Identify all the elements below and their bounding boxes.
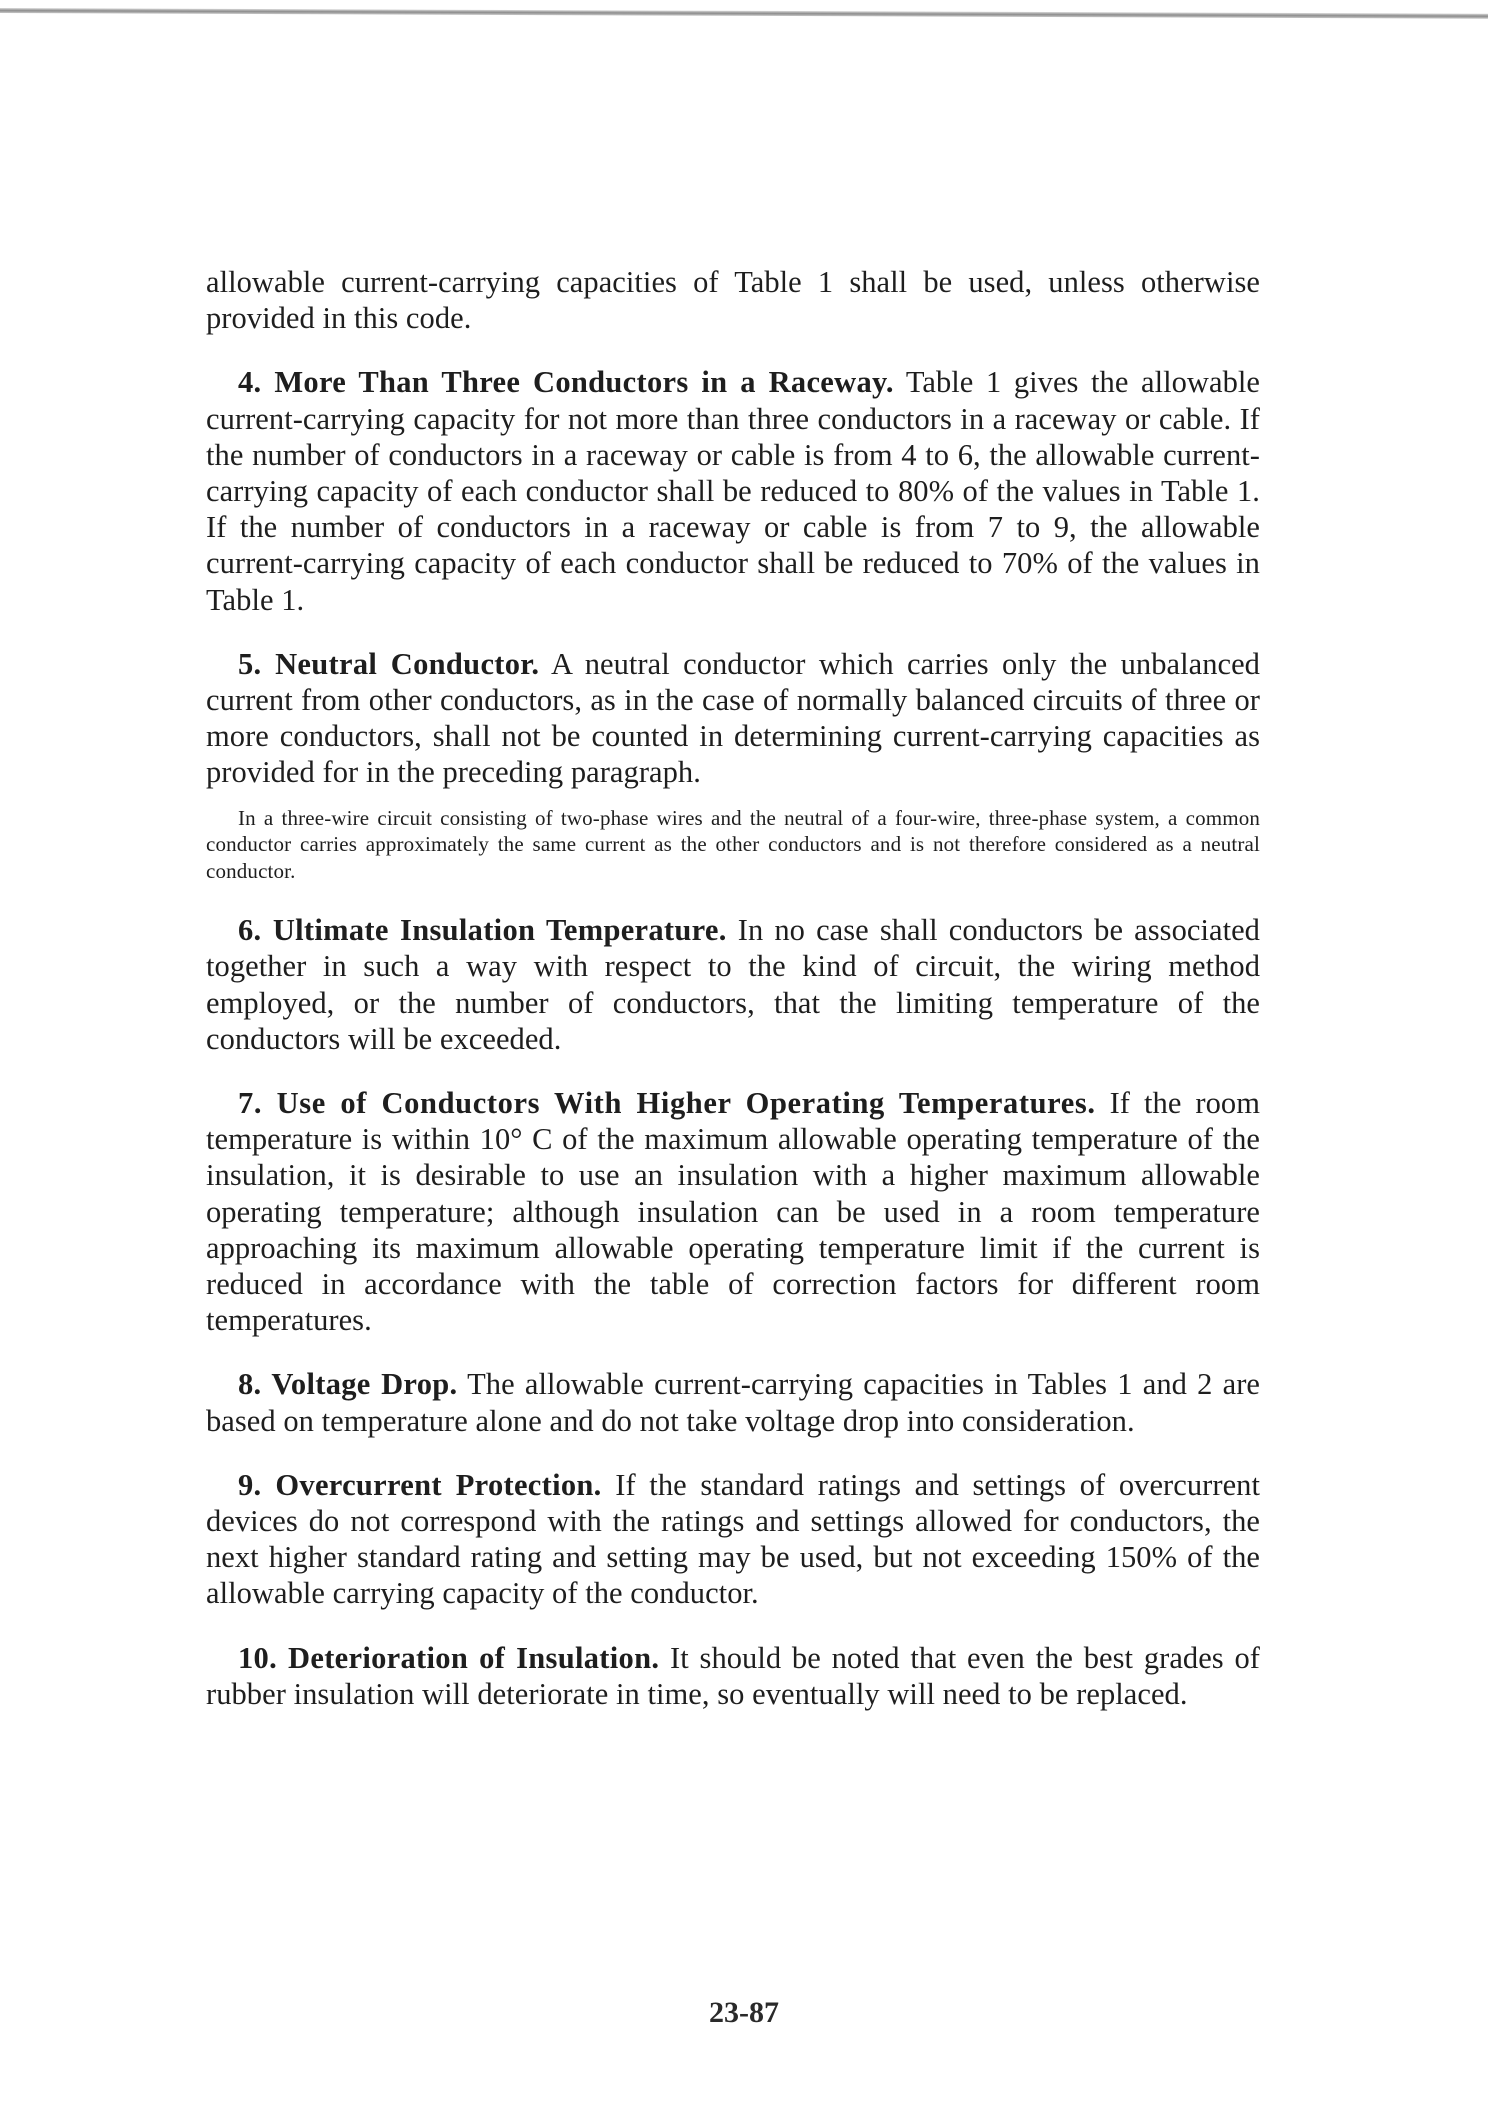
- section-number: 7.: [238, 1085, 263, 1120]
- section-title: Overcurrent Protection.: [275, 1467, 602, 1502]
- section-title: Neutral Conductor.: [275, 646, 540, 681]
- section-7-higher-operating-temperatures: [206, 1085, 1260, 1338]
- section-number: 9.: [238, 1467, 262, 1502]
- section-heading: [238, 1641, 659, 1675]
- section-title: Deterioration of Insulation.: [288, 1640, 660, 1675]
- section-10-deterioration-of-insulation: [206, 1640, 1260, 1712]
- intro-paragraph: allowable current-carrying capacities of Table 1 shall be used, unless otherwise provided in this code.: [206, 265, 1260, 336]
- section-heading: [238, 1468, 602, 1502]
- section-8-voltage-drop: [206, 1366, 1260, 1438]
- section-body: If the room temperature is within 10° C of the maximum allowable operating temperature of the insulation, it is desirable to use an insulation with a higher maximum allowable operating temperature; although insulation can be used in a room temperature approaching its maximum allowable operating temperature limit if the current is reduced in accordance with the table of correction factors for different room temperatures.: [206, 1085, 1260, 1338]
- section-heading: [238, 647, 539, 681]
- section-body: If the standard ratings and settings of overcurrent devices do not correspond with the ratings and settings allowed for conductors, the next higher standard rating and setting may be used, but not exceeding 150% of the allowable carrying capacity of the conductor.: [206, 1467, 1260, 1611]
- section-body: A neutral conductor which carries only the unbalanced current from other conductors, as in the case of normally balanced circuits of three or more conductors, shall not be counted in determining current-carrying capacities as provided for in the preceding paragraph.: [206, 646, 1260, 790]
- section-9-overcurrent-protection: [206, 1467, 1260, 1612]
- section-6-ultimate-insulation-temperature: [206, 912, 1260, 1057]
- section-number: 10.: [238, 1640, 278, 1675]
- section-heading: [238, 1367, 457, 1401]
- section-heading: [238, 1086, 1096, 1120]
- section-note: In a three-wire circuit consisting of two-phase wires and the neutral of a four-wire, three-phase system, a common conductor carries approximately the same current as the other conductors and is not therefore considered as a neutral conductor.: [206, 805, 1260, 883]
- section-body: It should be noted that even the best grades of rubber insulation will deteriorate in time, so eventually will need to be replaced.: [206, 1640, 1260, 1711]
- scan-edge-line: [0, 8, 1488, 19]
- document-page: [206, 264, 1260, 1712]
- section-number: 8.: [238, 1367, 262, 1402]
- section-title: Ultimate Insulation Temperature.: [272, 913, 727, 948]
- section-body: The allowable current-carrying capacities in Tables 1 and 2 are based on temperature alone and do not take voltage drop into consideration.: [206, 1367, 1261, 1438]
- section-title: Voltage Drop.: [271, 1367, 458, 1402]
- section-body: In no case shall conductors be associated together in such a way with respect to the kind of circuit, the wiring method employed, or the number of conductors, that the limiting temperature of the conductors will be exceeded.: [206, 913, 1260, 1056]
- section-number: 6.: [238, 913, 262, 948]
- section-4-more-than-three-conductors: [206, 364, 1260, 617]
- section-5-neutral-conductor: [206, 646, 1260, 884]
- section-title: Use of Conductors With Higher Operating Temperatures.: [276, 1085, 1096, 1120]
- section-number: 4.: [238, 365, 262, 400]
- section-body: Table 1 gives the allowable current-carrying capacity for not more than three conductors in a raceway or cable. If the number of conductors in a raceway or cable is from 4 to 6, the allowable current-carrying capacity of each conductor shall be reduced to 80% of the values in Table 1. If the number of conductors in a raceway or cable is from 7 to 9, the allowable current-carrying capacity of each conductor shall be reduced to 70% of the values in Table 1.: [206, 365, 1261, 617]
- page-number: 23-87: [709, 1996, 779, 2029]
- section-title: More Than Three Conductors in a Raceway.: [274, 365, 894, 400]
- section-heading: [238, 913, 727, 947]
- section-heading: [238, 365, 894, 399]
- section-number: 5.: [238, 646, 262, 681]
